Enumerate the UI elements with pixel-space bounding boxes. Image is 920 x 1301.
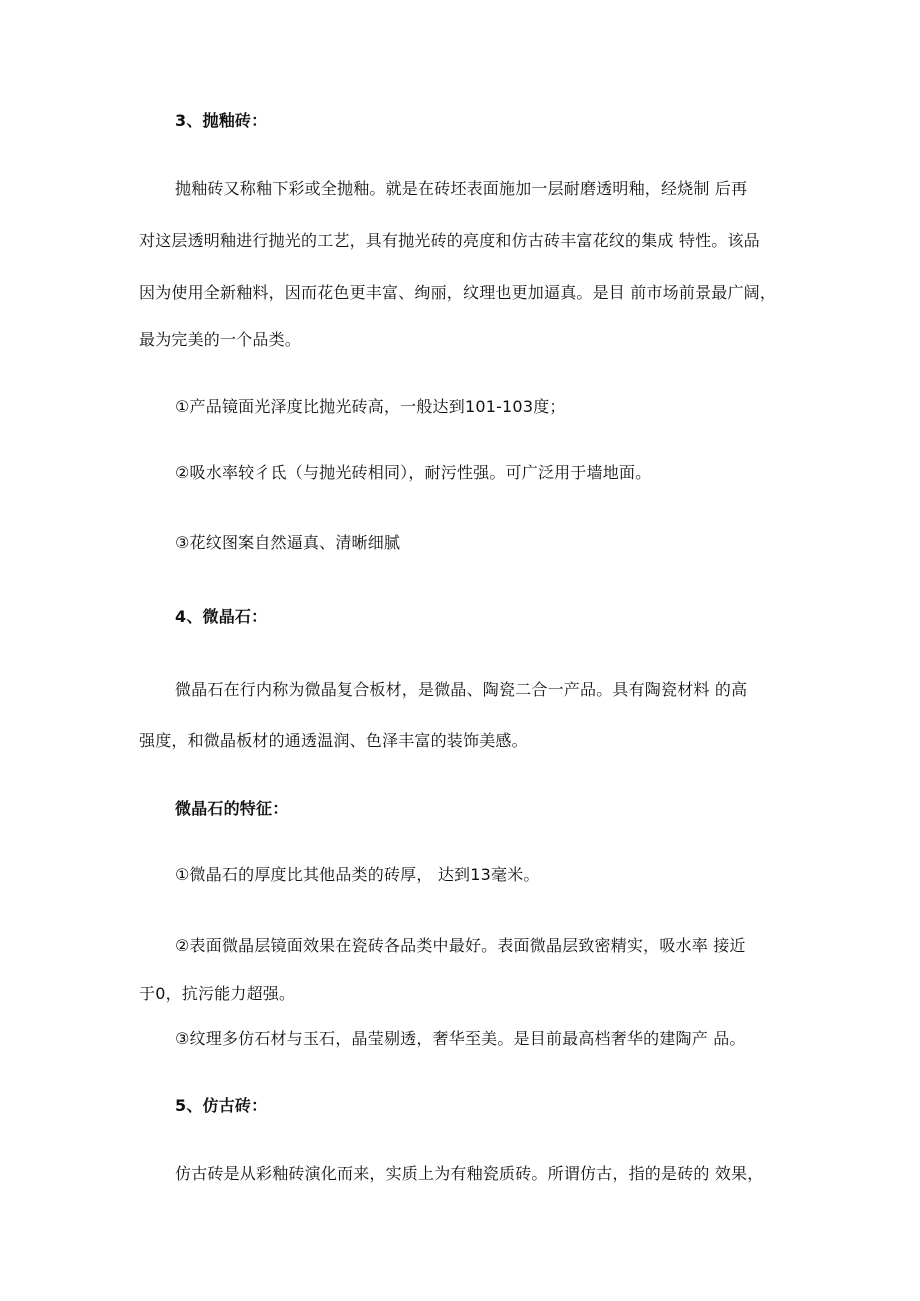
section-3-paragraph-line-3: 因为使用全新釉料，因而花色更丰富、绚丽，纹理也更加逼真。是目 前市场前景最广阔，	[139, 283, 777, 302]
section-4-heading: 4、微晶石：	[175, 607, 268, 626]
section-4-list-item-2-line-1: ②表面微晶层镜面效果在瓷砖各品类中最好。表面微晶层致密精实，吸水率 接近	[175, 936, 746, 955]
section-3-paragraph-line-4: 最为完美的一个品类。	[139, 330, 302, 349]
section-3-paragraph-line-2: 对这层透明釉进行抛光的工艺，具有抛光砖的亮度和仿古砖丰富花纹的集成 特性。该品	[139, 231, 760, 250]
section-5-paragraph-line-1: 仿古砖是从彩釉砖演化而来，实质上为有釉瓷质砖。所谓仿古，指的是砖的 效果，	[175, 1164, 764, 1183]
section-3-heading: 3、抛釉砖：	[175, 111, 268, 130]
section-5-heading: 5、仿古砖：	[175, 1096, 268, 1115]
section-4-list-item-3: ③纹理多仿石材与玉石，晶莹剔透，奢华至美。是目前最高档奢华的建陶产 品。	[175, 1029, 746, 1048]
section-3-list-item-1: ①产品镜面光泽度比抛光砖高，一般达到101-103度；	[175, 397, 566, 416]
section-4-paragraph-line-2: 强度，和微晶板材的通透温润、色泽丰富的装饰美感。	[139, 731, 528, 750]
section-3-list-item-3: ③花纹图案自然逼真、清晰细腻	[175, 533, 401, 552]
section-4-paragraph-line-1: 微晶石在行内称为微晶复合板材，是微晶、陶瓷二合一产品。具有陶瓷材料 的高	[175, 680, 748, 699]
section-4-list-item-1: ①微晶石的厚度比其他品类的砖厚， 达到13毫米。	[175, 865, 540, 884]
section-3-list-item-2: ②吸水率较彳氐（与抛光砖相同），耐污性强。可广泛用于墙地面。	[175, 463, 652, 482]
section-4-list-item-2-line-2: 于0，抗污能力超强。	[139, 984, 296, 1003]
section-4-subheading: 微晶石的特征：	[175, 799, 289, 818]
section-3-paragraph-line-1: 抛釉砖又称釉下彩或全抛釉。就是在砖坯表面施加一层耐磨透明釉，经烧制 后再	[175, 179, 748, 198]
